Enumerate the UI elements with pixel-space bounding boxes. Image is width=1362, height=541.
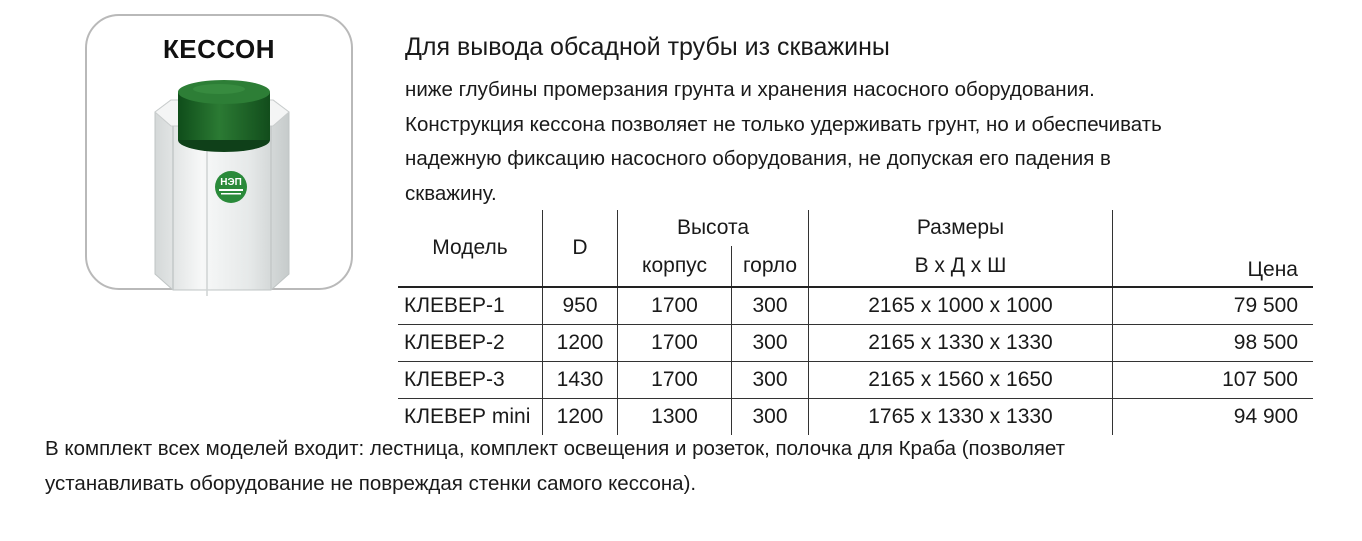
- cell-price: 94 900: [1113, 399, 1314, 436]
- product-card: [85, 14, 353, 290]
- caisson-image: [147, 78, 297, 300]
- header-sizes-sub: В х Д х Ш: [809, 246, 1113, 287]
- cell-price: 79 500: [1113, 287, 1314, 325]
- cell-d: 1430: [543, 362, 618, 399]
- cell-sizes: 1765 х 1330 х 1330: [809, 399, 1113, 436]
- table-row: [398, 325, 1313, 362]
- cell-model: КЛЕВЕР mini: [398, 399, 543, 436]
- cell-neck: 300: [732, 399, 809, 436]
- table-row: [398, 399, 1313, 436]
- cell-model: КЛЕВЕР-3: [398, 362, 543, 399]
- cell-price: 98 500: [1113, 325, 1314, 362]
- cell-neck: 300: [732, 362, 809, 399]
- cell-d: 1200: [543, 399, 618, 436]
- description-line: Конструкция кессона позволяет не только удерживать грунт, но и обеспечивать: [405, 112, 1162, 136]
- footer-line: В комплект всех моделей входит: лестница, комплект освещения и розеток, полочка для Краба (позволяет: [45, 437, 1066, 460]
- header-sizes: Размеры: [809, 210, 1113, 246]
- footer-line: устанавливать оборудование не повреждая стенки самого кессона).: [45, 471, 697, 495]
- logo-text: НЭП: [220, 177, 242, 188]
- description: [405, 73, 1305, 211]
- cell-sizes: 2165 х 1560 х 1650: [809, 362, 1113, 399]
- cell-d: 1200: [543, 325, 618, 362]
- spec-table: [398, 210, 1313, 435]
- description-line: ниже глубины промерзания грунта и хранения насосного оборудования.: [405, 78, 1095, 101]
- cell-neck: 300: [732, 287, 809, 325]
- table-row: [398, 287, 1313, 325]
- description-line: надежную фиксацию насосного оборудования, не допуская его падения в: [405, 147, 1111, 170]
- cell-sizes: 2165 х 1000 х 1000: [809, 287, 1113, 325]
- cell-body: 1700: [618, 362, 732, 399]
- cell-body: 1700: [618, 325, 732, 362]
- cell-price: 107 500: [1113, 362, 1314, 399]
- header-height: Высота: [618, 210, 809, 246]
- cell-sizes: 2165 х 1330 х 1330: [809, 325, 1113, 362]
- header-neck: горло: [732, 246, 809, 287]
- header-model: Модель: [432, 236, 508, 259]
- cell-neck: 300: [732, 325, 809, 362]
- cell-model: КЛЕВЕР-1: [398, 287, 543, 325]
- header-d: D: [543, 210, 618, 287]
- header-body: корпус: [618, 246, 732, 287]
- cell-d: 950: [543, 287, 618, 325]
- cell-body: 1300: [618, 399, 732, 436]
- product-card-title: КЕССОН: [162, 34, 276, 64]
- description-line: скважину.: [405, 181, 497, 205]
- cell-model: КЛЕВЕР-2: [398, 325, 543, 362]
- page-heading: Для вывода обсадной трубы из скважины: [405, 33, 890, 61]
- footer-note: [45, 432, 1345, 501]
- table-row: [398, 362, 1313, 399]
- cell-body: 1700: [618, 287, 732, 325]
- header-price: Цена: [1113, 246, 1314, 287]
